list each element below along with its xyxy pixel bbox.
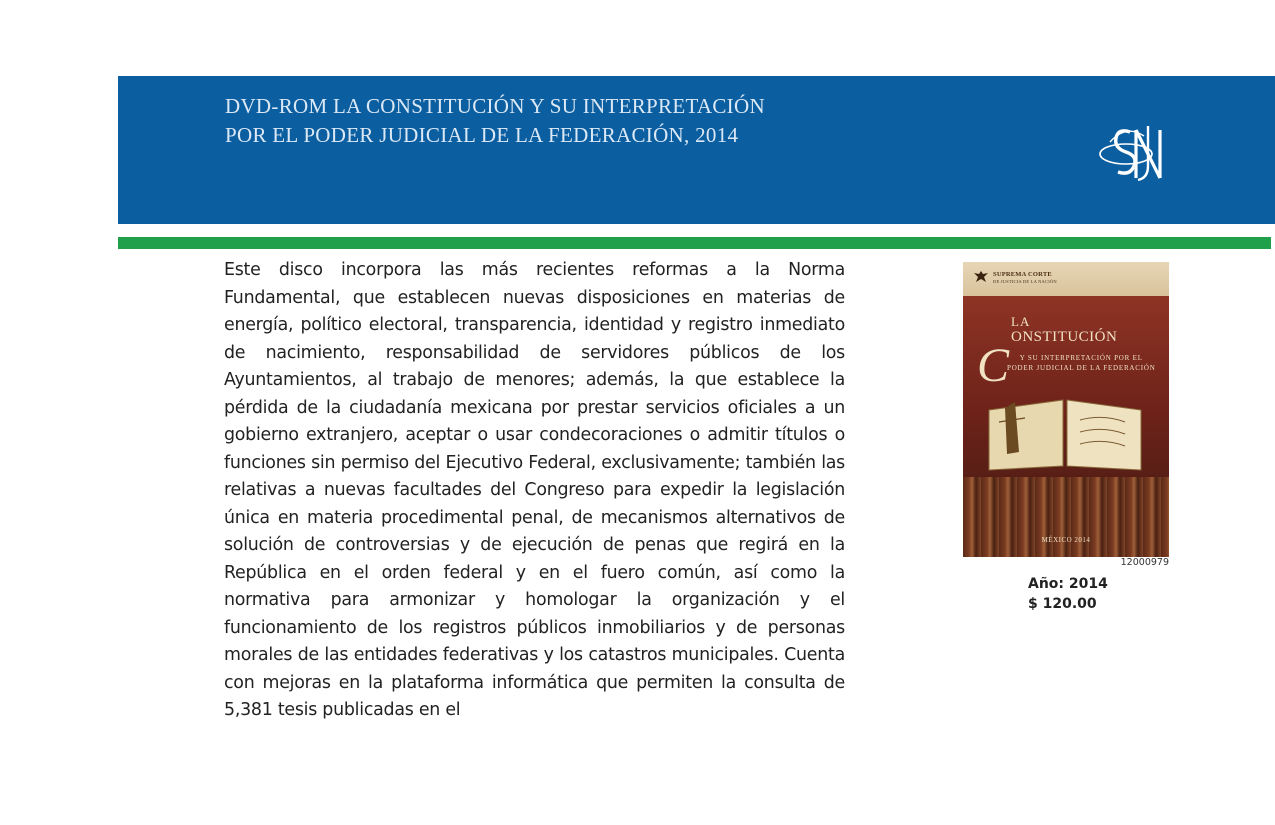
header-banner [118,76,1275,224]
books-shelf [963,477,1169,557]
open-book-illustration [985,392,1145,472]
product-price: $ 120.00 [1028,596,1097,612]
book-cover [963,262,1169,557]
product-description: Este disco incorpora las más recientes reformas a la Norma Fundamental, que establecen nuevas disposiciones en materias de energía, político electoral, transparencia, identidad y registro inmediato de nacimiento, responsabilidad de servidores públicos de los Ayuntamientos, al trabajo de menores; además, la que establece la pérdida de la ciudadanía mexicana por prestar servicios oficiales a un gobierno extranjero, aceptar o usar condecoraciones o admitir títulos o funciones sin permiso del Ejecutivo Federal, exclusivamente; también las relativas a nuevas facultades del Congreso para expedir la legislación única en materia procedimental penal, de mecanismos alternativos de solución de controversias y de ejecución de penas que regirá en la República en el orden federal y en el fuero común, así como la normativa para armonizar y homologar la organización y el funcionamiento de los registros públicos inmobiliarios y de personas morales de las entidades federativas y los catastros municipales. Cuenta con mejoras en la plataforma informática que permiten la consulta de 5,381 tesis publicadas en el [224,260,845,720]
cover-subtitle-line-1: Y SU INTERPRETACIÓN POR EL [1019,354,1143,362]
eagle-emblem-icon [973,269,989,285]
cover-publisher [993,270,1057,285]
title-line-2: POR EL PODER JUDICIAL DE LA FEDERACIÓN, 2014 [225,123,739,147]
cover-subtitle [1007,353,1156,373]
product-meta [1028,574,1108,614]
cover-subtitle-line-2: PODER JUDICIAL DE LA FEDERACIÓN [1007,364,1156,372]
cover-title-prefix: LA [1011,314,1031,329]
cover-publisher-line-2: DE JUSTICIA DE LA NACIÓN [993,279,1057,284]
cover-header [963,262,1169,296]
green-divider [118,237,1271,249]
page-title [225,92,765,150]
cover-title: ONSTITUCIÓN [1011,329,1118,345]
title-line-1: DVD-ROM LA CONSTITUCIÓN Y SU INTERPRETACIÓN [225,94,765,118]
cover-artwork [963,296,1169,557]
cover-footer: MÉXICO 2014 [1041,536,1091,544]
product-year: Año: 2014 [1028,576,1108,592]
scjn-monogram-icon [1096,116,1176,188]
product-code: 12000979 [1120,557,1169,568]
cover-publisher-line-1: SUPREMA CORTE [993,271,1052,278]
cover-title-initial: C [977,339,1010,392]
